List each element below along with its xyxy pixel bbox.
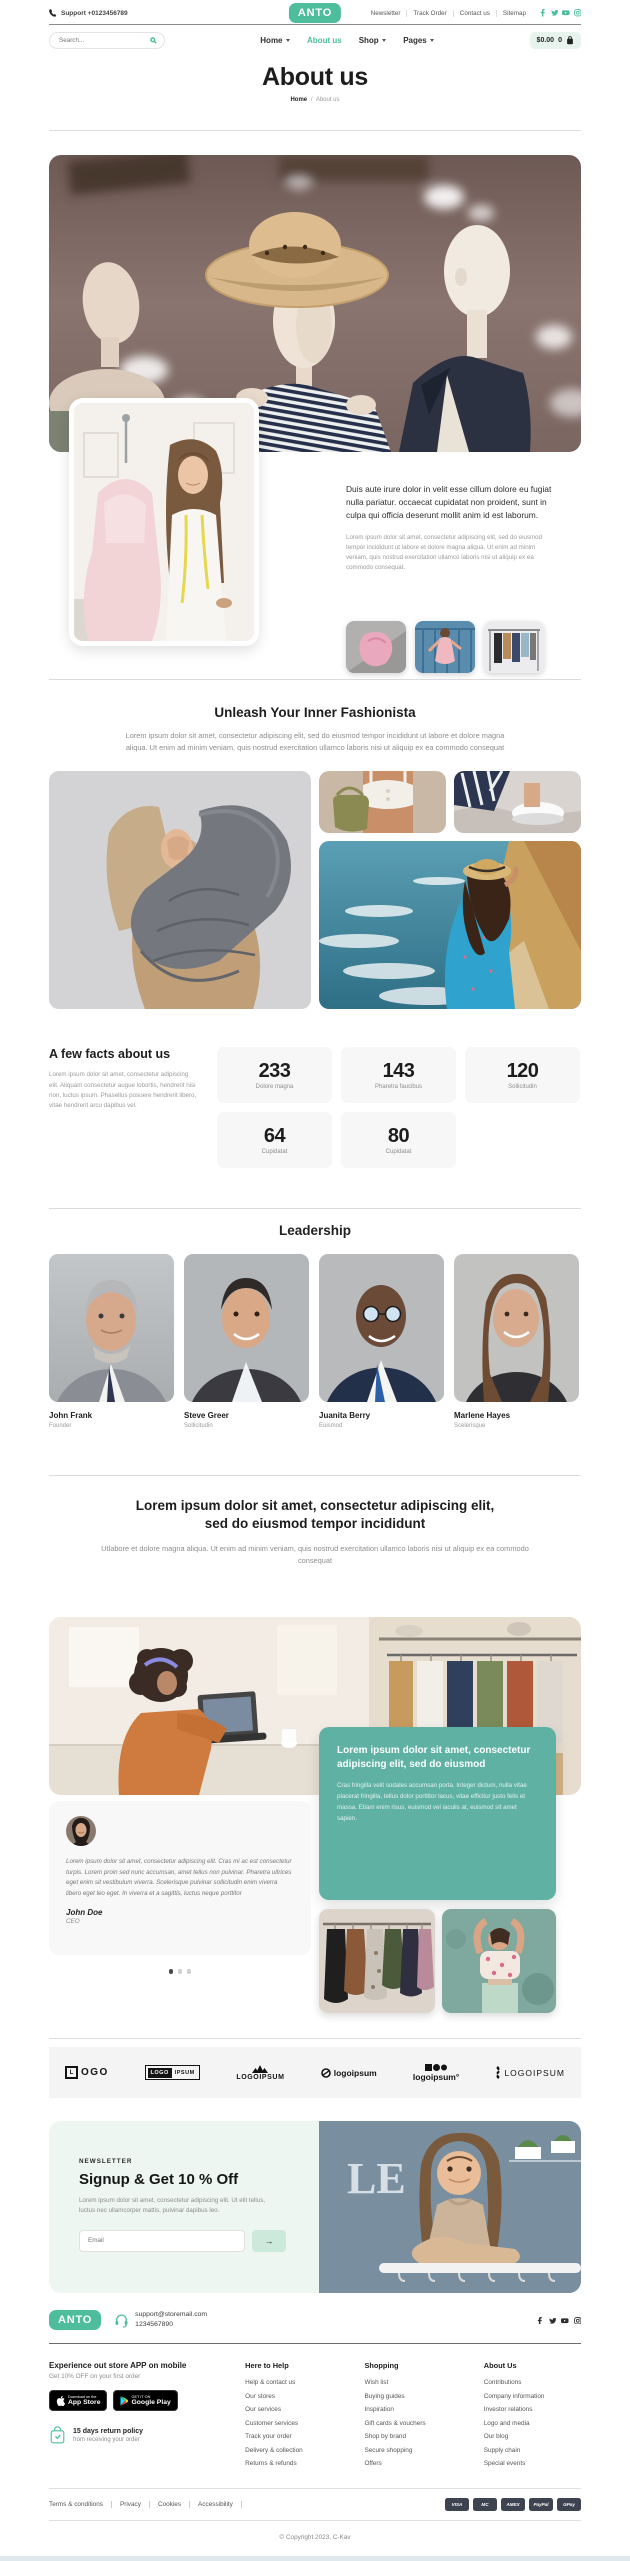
topbar-link-track-order[interactable]: Track Order [407,10,453,17]
topbar-social [539,9,581,17]
chevron-down-icon [430,39,434,42]
footer-link[interactable]: Supply chain [483,2446,521,2454]
nav-pages[interactable]: Pages [403,36,434,45]
footer-link[interactable]: Returns & refunds [245,2460,297,2468]
topbar [0,0,630,24]
mastercard-badge: MC [473,2498,497,2511]
stat-label: Cupidatat [261,1149,288,1156]
footer-link[interactable]: Contributions [483,2379,522,2387]
divider [49,2038,581,2039]
story-highlight-card [319,1727,556,1900]
thumbnail-woman-dress[interactable] [415,621,475,673]
support-text: Support +0123456789 [61,9,128,17]
stat-label: Cupidatat [385,1149,412,1156]
facts-intro [49,1047,217,1168]
footer-link[interactable]: Buying guides [364,2392,405,2400]
nav-about-us[interactable]: About us [307,36,342,45]
footer-link[interactable]: Track your order [245,2433,292,2441]
member-photo [49,1254,174,1402]
stat-value: 64 [263,1125,286,1148]
search-icon[interactable] [150,37,157,44]
breadcrumb-home[interactable]: Home [290,97,308,103]
google-play-badge[interactable]: GET IT ON Google Play [113,2390,177,2411]
footer-link[interactable]: Customer services [245,2419,299,2427]
member-role: Euismod [319,1422,343,1429]
fashionista-title: Unleash Your Inner Fashionista [214,705,416,720]
newsletter-label: NEWSLETTER [79,2158,133,2166]
circle-icon [321,2068,331,2078]
brand-logos-band [49,2047,581,2098]
divider [49,1208,581,1209]
footer-link[interactable]: Inspiration [364,2406,394,2414]
stat-value: 233 [258,1060,291,1083]
facts-paragraph: Lorem ipsum dolor sit amet, consectetur adipiscing elit. Aliquam consectetur augue lobortis, hendrerit nisi non, luctus ipsum. Phasellus posuere hendrerit libero, vitae hendrerit arcu dapibus vel. [49,1071,197,1110]
footer-link[interactable]: Wish list [364,2379,389,2387]
chevron-down-icon [382,39,386,42]
newsletter-body: Lorem ipsum dolor sit amet, consectetur adipiscing elit. Ut elit tellus, luctus nec ullamcorper mattis, pulvinar dapibus leo. [79,2197,266,2215]
stat-value: 120 [506,1060,539,1083]
youtube-icon[interactable] [562,9,570,17]
breadcrumb [0,97,630,103]
member-photo [184,1254,309,1402]
footer-top [0,2293,630,2339]
newsletter-image [319,2121,581,2293]
payment-methods [445,2498,581,2511]
footer-column-about [484,2361,581,2474]
intro-thumbnails [346,621,544,673]
topbar-link-newsletter[interactable]: Newsletter [365,10,408,17]
paypal-badge: PayPal [529,2498,553,2511]
topbar-link-sitemap[interactable]: Sitemap [502,9,526,17]
member-role: Founder [49,1422,72,1429]
facts-grid [217,1047,581,1168]
footer-link[interactable]: Delivery & collection [245,2446,303,2454]
page-head [0,63,630,103]
main-nav-row [0,25,630,55]
carousel-dot[interactable] [187,1969,192,1974]
newsletter-title: Signup & Get 10 % Off [79,2171,239,2189]
testimonial-role: CEO [66,1918,80,1926]
thumbnail-clothes-rack[interactable] [484,621,544,673]
testimonial-avatar [66,1816,96,1846]
footer-brand-logo[interactable]: ANTO [49,2310,101,2330]
footer-link[interactable]: Shop by brand [364,2433,407,2441]
instagram-icon[interactable] [574,9,582,17]
main-nav [260,36,434,45]
app-promo-subtitle: Get 10% OFF on your first order [49,2373,141,2381]
tailor-photo [69,398,259,646]
gpay-badge: GPay [557,2498,581,2511]
fashionista-paragraph: Lorem ipsum dolor sit amet, consectetur adipiscing elit, sed do eiusmod tempor incididunt ut labore et dolore magna aliqua. Ut enim ad minim veniam, quis nostrud exercitation ullamco laboris nisi ut aliquip ex ea commodo consequat [125,731,505,753]
footer-link[interactable]: Our services [245,2406,282,2414]
return-policy-subtitle: from receiving your order [73,2436,140,2443]
app-promo-title: Experience out store APP on mobile [49,2361,187,2371]
member-role: Scelerisque [454,1422,486,1429]
gallery-striped-shoe-image [454,771,581,833]
footer-link[interactable]: Offers [364,2460,382,2468]
shapes-icon [425,2064,447,2071]
team-member [184,1254,309,1429]
logo-2: LOGO IPSUM [145,2065,200,2080]
fashion-gallery [49,771,581,1009]
mountain-icon [252,2064,268,2073]
cart-bag-icon [566,36,574,45]
testimonial-card [49,1801,311,1955]
intro-lead-paragraph: Duis aute irure dolor in velit esse cillum dolore eu fugiat nulla pariatur. occaecat cupidatat non proident, sunt in culpa qui officia deserunt mollit anim id est laborum. [346,484,552,521]
email-input[interactable] [79,2230,245,2252]
newsletter-section [49,2121,581,2293]
newsletter-panel [49,2121,319,2293]
member-name: Steve Greer [184,1411,229,1421]
member-photo [319,1254,444,1402]
copyright: © Copyright 2023, C-Kav [279,2533,351,2541]
footer-link[interactable]: Secure shopping [364,2446,413,2454]
bottom-strip [0,2556,630,2561]
intro-text [346,483,554,573]
breadcrumb-current: About us [315,97,340,103]
app-store-badge[interactable]: Download on the App Store [49,2390,107,2411]
stat-value: 143 [382,1060,415,1083]
facebook-icon[interactable] [539,9,547,17]
divider [49,1475,581,1476]
headset-icon [114,2313,129,2328]
story-title: Lorem ipsum dolor sit amet, consectetur adipiscing elit, sed do eiusmod tempor incididunt [135,1497,495,1532]
logo-6: LOGOIPSUM [495,2066,564,2079]
member-role: Sollicitudin [184,1422,213,1429]
stat-value: 80 [387,1125,410,1148]
story-floral-image [442,1909,556,2013]
gallery-beach-image [319,841,581,1009]
column-title: About Us [483,2361,517,2371]
logo-1-icon: L [65,2066,78,2079]
cart-button[interactable] [530,32,581,49]
breadcrumb-separator: / [310,97,313,103]
footer-column-shopping [364,2361,461,2474]
member-name: Marlene Hayes [454,1411,511,1421]
logo-1: L OGO [65,2066,109,2079]
logo-4: logoipsum [321,2068,377,2078]
return-bag-icon [49,2426,66,2444]
stat-card [341,1047,456,1103]
column-title: Here to Help [245,2361,289,2371]
search-box[interactable] [49,32,165,49]
facts-section [49,1047,581,1168]
stat-label: Pharetra faucibus [374,1084,423,1091]
footer [0,2293,630,2561]
stat-card [217,1047,332,1103]
phone-icon [49,9,57,17]
stat-card [217,1112,332,1168]
cart-count: 0 [558,37,562,44]
footer-email[interactable]: support@storemail.com [135,2311,208,2319]
newsletter-submit-button[interactable]: → [252,2230,286,2252]
footer-link[interactable]: Our blog [483,2433,509,2441]
footer-columns [0,2344,630,2474]
twitter-icon[interactable] [549,2317,557,2325]
story-rack-image [319,1909,435,2013]
story-visual [49,1617,581,2017]
carousel-dots [49,1969,311,1974]
topbar-right [365,9,581,17]
return-policy [49,2426,223,2444]
footer-link[interactable]: Logo and media [483,2419,530,2427]
support-contact[interactable] [49,9,128,17]
gallery-right-column [319,771,581,1009]
chevron-down-icon [286,39,290,42]
fashionista-section [0,705,630,1009]
footer-app-column [49,2361,223,2474]
stat-card [341,1112,456,1168]
member-name: John Frank [49,1411,93,1421]
nav-home[interactable]: Home [260,36,290,45]
brand-logo[interactable]: ANTO [289,3,341,23]
footer-column-help [245,2361,342,2474]
member-photo [454,1254,579,1402]
story-card-body: Cras fringilla velit sodales accumsan porta. Integer dictum, nulla vitae placerat fringilla, tellus dolor porttitor lacus, vitae efficitur justo felis et massa. Etiam enim risus, euismod vel iaculis at, euismod sit amet sapien. [337,1782,527,1822]
footer-link[interactable]: Special events [483,2460,526,2468]
story-card-title: Lorem ipsum dolor sit amet, consectetur adipiscing elit, sed do eiusmod [337,1745,531,1771]
topbar-link-contact-us[interactable]: Contact us [454,10,497,17]
instagram-icon[interactable] [574,2317,582,2325]
legal-link[interactable]: Cookies [150,2501,190,2508]
svg-text:LE: LE [347,2154,406,2204]
testimonial-quote: Lorem ipsum dolor sit amet, consectetur adipiscing elit. Cras mi ac est consectetur turpis. Lorem proin sed nunc accumsan, amet tellus non pulvinar. Pharetra ultrices eget enim sit vestibulum viverra. Scelerisque pulvinar sollicitudin enim viverra libero eget leo eget. In viverra et a sagittis, luctus neque porttitor [66,1858,292,1897]
testimonial-name: John Doe [66,1908,103,1918]
carousel-dot-active[interactable] [169,1969,174,1974]
nav-shop[interactable]: Shop [359,36,387,45]
intro-section [49,155,581,679]
team-member [49,1254,174,1429]
member-name: Juanita Berry [319,1411,371,1421]
amex-badge: AMEX [501,2498,525,2511]
cart-total: $0.00 [536,37,555,44]
intro-body-paragraph: Lorem ipsum dolor sit amet, consectetur adipiscing elit, sed do eiusmod tempor incididunt ut labore et dolore magna aliqua. Ut enim ad minim veniam, quis nostrud exercitation ullamco laboris nisi ut aliquip ex ea commodo consequat. [346,534,543,571]
story-section [0,1497,630,2017]
apple-icon [56,2395,65,2406]
footer-link[interactable]: Our stores [245,2392,276,2400]
stat-label: Sollicitudin [508,1084,537,1091]
feather-icon [495,2066,501,2079]
gallery-croptop-image [319,771,446,833]
column-title: Shopping [364,2361,399,2371]
twitter-icon[interactable] [551,9,559,17]
story-subtitle: Utlabore et dolore magna aliqua. Ut enim ad minim veniam, quis nostrud exercitation ullamco laboris nisi ut aliquip ex ea commodo consequat [101,1544,529,1566]
stat-card [465,1047,580,1103]
leadership-team [49,1254,581,1429]
footer-contact [114,2310,207,2330]
footer-social [536,2317,581,2325]
carousel-dot[interactable] [178,1969,183,1974]
logo-3: LOGOIPSUM [236,2064,284,2081]
logo-5: logoipsum° [413,2064,459,2082]
leadership-title: Leadership [278,1223,352,1239]
footer-phone[interactable]: 1234567890 [135,2321,173,2329]
team-member [454,1254,579,1429]
divider [49,679,581,680]
stat-label: Dolore magna [255,1084,294,1091]
topbar-links [365,10,532,17]
google-play-icon [120,2396,128,2406]
footer-link[interactable]: Gift cards & vouchers [364,2419,426,2427]
thumbnail-pink-garment[interactable] [346,621,406,673]
footer-link[interactable]: Company information [483,2392,545,2400]
facts-title: A few facts about us [49,1047,171,1062]
divider [49,130,581,131]
app-badges [49,2390,223,2411]
youtube-icon[interactable] [561,2317,569,2325]
gallery-gray-coat-image [49,771,311,1009]
footer-legal-row [0,2489,630,2520]
legal-link[interactable]: Terms & conditions [49,2501,112,2508]
visa-badge: VISA [445,2498,469,2511]
legal-link[interactable]: Privacy [112,2501,150,2508]
newsletter-form [79,2230,319,2252]
legal-link[interactable]: Accessibility [190,2501,242,2508]
team-member [319,1254,444,1429]
footer-link[interactable]: Investor relations [483,2406,533,2414]
search-input[interactable] [57,36,133,45]
return-policy-title: 15 days return policy [73,2428,144,2436]
facebook-icon[interactable] [536,2317,544,2325]
footer-link[interactable]: Help & contact us [245,2379,296,2387]
leadership-section [0,1223,630,1429]
page-title: About us [262,63,368,91]
